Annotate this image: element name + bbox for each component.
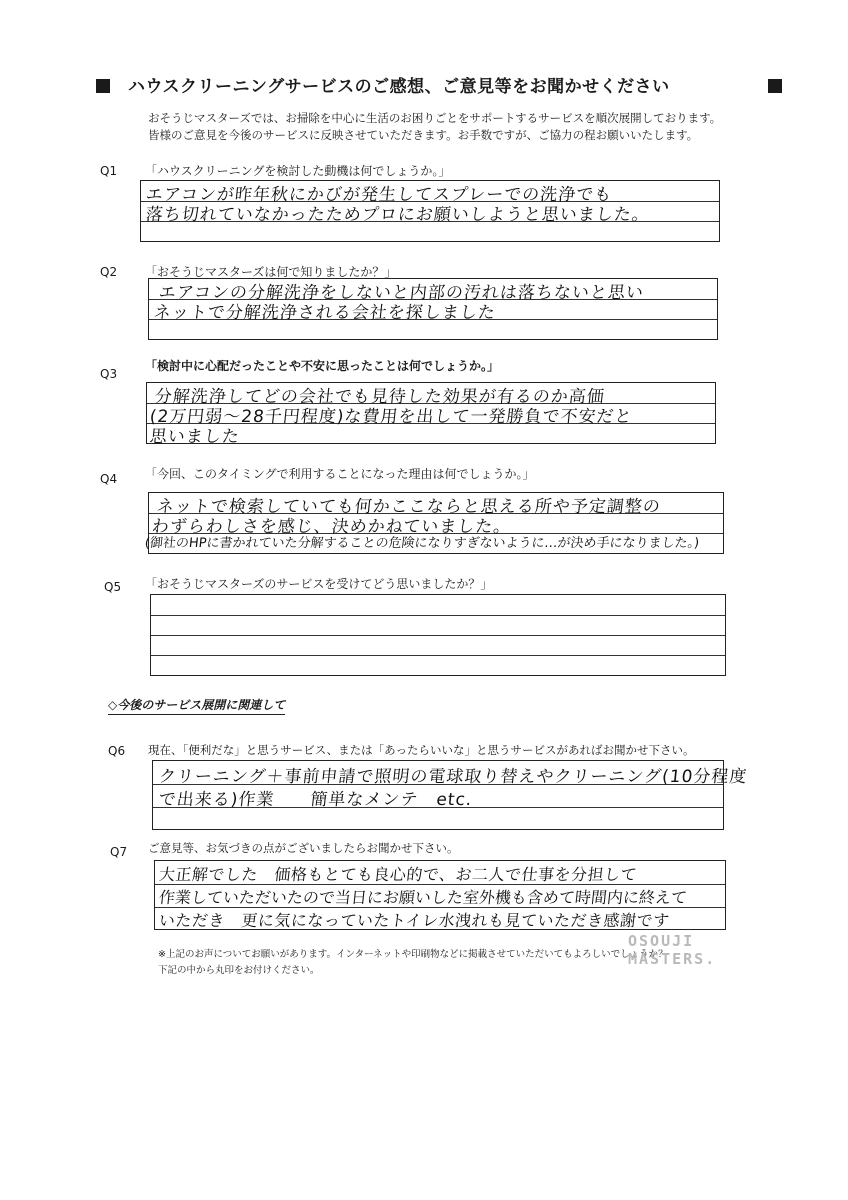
intro-line: おそうじマスターズでは、お掃除を中心に生活のお困りごとをサポートするサービスを順次展開しております。 [148,111,722,125]
q7-text: ご意見等、お気づきの点がございましたらお聞かせ下さい。 [148,841,459,855]
intro-text [148,110,768,144]
handwritten-answer: いただき 更に気になっていたトイレ水洩れも見ていただき感謝です [157,911,671,930]
handwritten-answer: (御社のHPに書かれていた分解することの危険になりすぎないように…が決め手になりました。) [144,536,700,551]
handwritten-answer: 思いました [148,427,241,447]
handwritten-answer: 分解洗浄してどの会社でも見待した効果が有るのか高価 [153,387,606,407]
handwritten-answer: (2万円弱～28千円程度)な費用を出して一発勝負で不安だと [148,407,634,427]
q7-answer-box [154,860,726,930]
handwritten-answer: 大正解でした 価格もとても良心的で、お二人で仕事を分担して [157,865,639,884]
q1-label: Q1 [100,164,118,178]
footer-note: ※上記のお声についてお願いがあります。インターネットや印刷物などに掲載させていただいてもよろしいでしょうか？ [158,949,668,960]
handwritten-answer: わずらわしさを感じ、決めかねていました。 [150,517,513,537]
q3-answer-box [146,382,716,447]
q1-text: 「ハウスクリーニングを検討した動機は何でしょうか。」 [145,164,451,178]
q4-label: Q4 [100,472,118,486]
q7-label: Q7 [110,845,128,859]
q5-label: Q5 [104,580,122,594]
intro-line: 皆様のご意見を今後のサービスに反映させていただきます。お手数ですが、ご協力の程お願いいたします。 [148,128,699,142]
q2-answer-box [148,278,718,340]
q3-text: 「検討中に心配だったことや不安に思ったことは何でしょうか。」 [145,359,500,373]
handwritten-answer: エアコンが昨年秋にかびが発生してスプレーでの洗浄でも [144,185,614,205]
q5-text: 「おそうじマスターズのサービスを受けてどう思いましたか？」 [145,577,493,591]
page-title: ハウスクリーニングサービスのご感想、ご意見等をお聞かせください [128,77,670,97]
square-bullet-icon [96,79,110,93]
handwritten-answer: エアコンの分解洗浄をしないと内部の汚れは落ちないと思い [157,283,645,303]
handwritten-answer: で出来る)作業 簡単なメンテ etc. [157,790,474,810]
q4-text: 「今回、このタイミングで利用することになった理由は何でしょうか。」 [145,467,535,481]
q2-text: 「おそうじマスターズは何で知りましたか？」 [145,265,397,279]
square-bullet-icon [768,79,782,93]
brand-logo: OSOUJI MASTERS. [628,932,717,968]
page-header [96,70,786,100]
footer-note: 下記の中から丸印をお付けください。 [158,965,320,976]
handwritten-answer: ネットで分解洗浄される会社を探しました [152,303,497,323]
q1-answer-box [140,180,720,242]
q6-text: 現在、「便利だな」と思うサービス、または「あったらいいな」と思うサービスがあればお聞かせ下さい。 [148,743,695,757]
q6-answer-box [152,760,749,830]
q3-label: Q3 [100,367,118,381]
q6-label: Q6 [108,744,126,758]
handwritten-answer: 作業していただいたので当日にお願いした室外機も含めて時間内に終えて [157,888,688,907]
handwritten-answer: 落ち切れていなかったためプロにお願いしようと思いました。 [144,205,651,225]
q2-label: Q2 [100,265,118,279]
q4-answer-box [144,492,724,554]
handwritten-answer: クリーニング＋事前申請で照明の電球取り替えやクリーニング(10分程度 [157,767,749,787]
section-heading: ◇今後のサービス展開に関連して [108,696,285,715]
q5-answer-box [150,594,726,676]
handwritten-answer: ネットで検索していても何かここならと思える所や予定調整の [155,497,662,517]
